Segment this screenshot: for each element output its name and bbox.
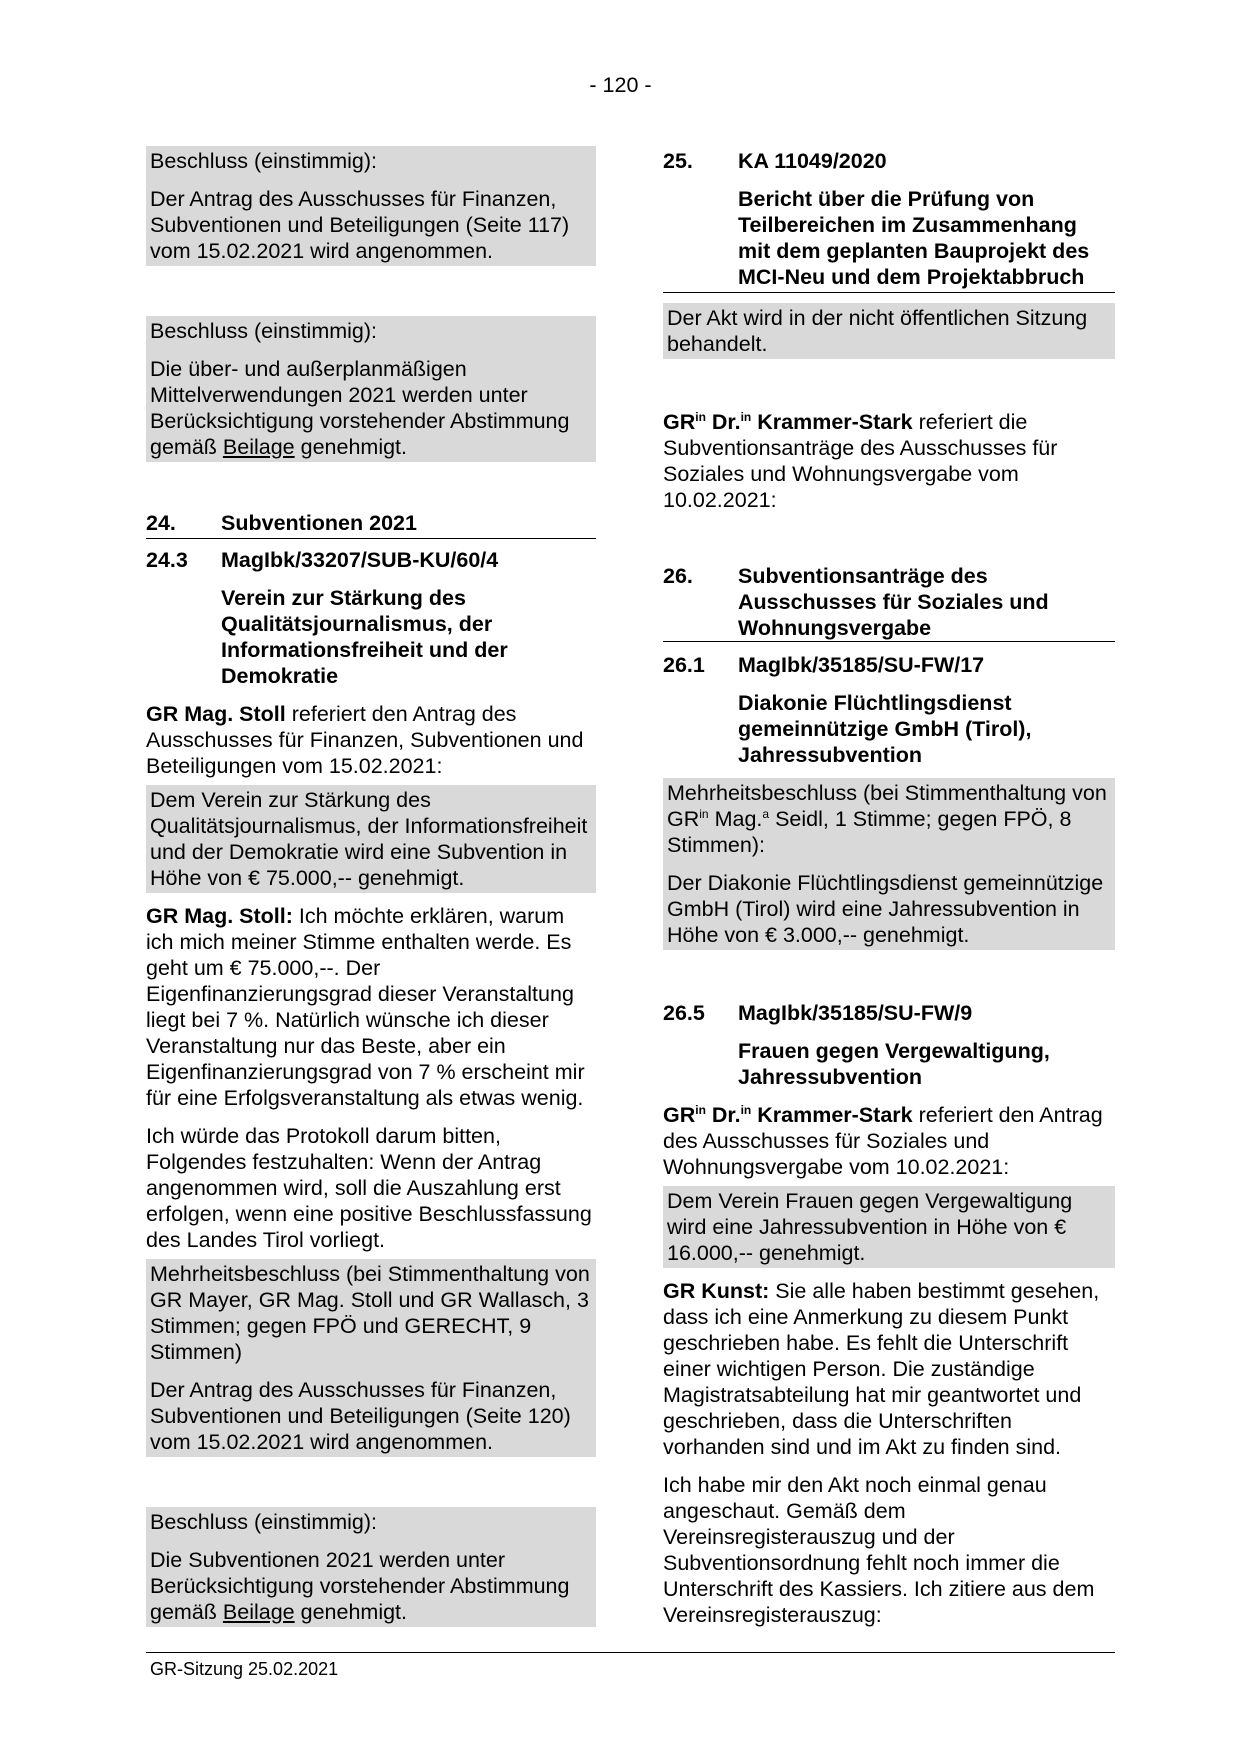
right-column bbox=[663, 146, 1115, 1628]
resolution-box bbox=[663, 778, 1115, 950]
footer-text: GR-Sitzung 25.02.2021 bbox=[150, 1659, 339, 1679]
resolution-title: Beschluss (einstimmig): bbox=[150, 149, 377, 173]
item-heading: 26.1 MagIbk/35185/SU-FW/17 bbox=[663, 653, 985, 677]
item-code: MagIbk/35185/SU-FW/9 bbox=[738, 1001, 973, 1025]
item-heading: 26.5 MagIbk/35185/SU-FW/9 bbox=[663, 1001, 973, 1025]
item-heading: 24.3 MagIbk/33207/SUB-KU/60/4 bbox=[146, 548, 499, 572]
resolution-title: Beschluss (einstimmig): bbox=[150, 1510, 377, 1534]
resolution-text: Die über- und außerplanmäßigen Mittelverwendungen 2021 werden unter Berücksichtigung vorstehender Abstimmung gemäß Beilage genehmigt. bbox=[150, 357, 570, 459]
speech-paragraph: Ich habe mir den Akt noch einmal genau angeschaut. Gemäß dem Vereinsregisterauszug und der Subventionsordnung fehlt noch immer die Unterschrift des Kassiers. Ich zitiere aus dem Vereinsregisterauszug: bbox=[663, 1473, 1095, 1627]
resolution-box bbox=[146, 316, 596, 462]
beilage-link[interactable]: Beilage bbox=[222, 435, 295, 459]
resolution-box bbox=[146, 1507, 596, 1627]
speaker-name: $GR^{in}$ Dr.$^{in}$ Krammer-Stark bbox=[663, 1103, 913, 1127]
resolution-text: Der Antrag des Ausschusses für Finanzen, Subventionen und Beteiligungen (Seite 120) vom 15.02.2021 wird angenommen. bbox=[150, 1378, 571, 1454]
speech-paragraph: Ich würde das Protokoll darum bitten, Folgendes festzuhalten: Wenn der Antrag angenommen wird, soll die Auszahlung erst erfolgen, wenn eine positive Beschlussfassung des Landes Tirol vorliegt. bbox=[146, 1124, 592, 1252]
page-number: - 120 - bbox=[589, 73, 652, 97]
speech-paragraph: GR Mag. Stoll: Ich möchte erklären, warum ich mich meiner Stimme enthalten werde. Es geht um € 75.000,--. Der Eigenfinanzierungsgrad dieser Veranstaltung liegt bei 7 %. Natürlich wünsche ich dieser Veranstaltung nur das Beste, aber ein Eigenfinanzierungsgrad von 7 % erscheint mir für eine Erfolgsveranstaltung als etwas wenig. bbox=[146, 904, 585, 1110]
item-heading: 25. KA 11049/2020 bbox=[663, 149, 887, 173]
item-subtitle: Diakonie Flüchtlingsdienst gemeinnützige GmbH (Tirol), Jahressubvention bbox=[738, 691, 1032, 767]
beilage-link[interactable]: Beilage bbox=[222, 1600, 295, 1624]
report-paragraph: GR Mag. Stoll referiert den Antrag des Ausschusses für Finanzen, Subventionen und Beteiligungen vom 15.02.2021: bbox=[146, 702, 584, 778]
report-paragraph: $GR^{in}$ Dr.$^{in}$ Krammer-Stark referiert den Antrag des Ausschusses für Soziales und Wohnungsvergabe vom 10.02.2021: bbox=[663, 1103, 1103, 1179]
motion-box: Dem Verein zur Stärkung des Qualitätsjournalismus, der Informationsfreiheit und der Demokratie wird eine Subvention in Höhe von € 75.000,-- genehmigt. bbox=[146, 785, 596, 893]
section-heading: 24. Subventionen 2021 bbox=[146, 510, 596, 539]
left-column bbox=[146, 146, 596, 1627]
report-paragraph: $GR^{in}$ Dr.$^{in}$ Krammer-Stark referiert die Subventionsanträge des Ausschusses für Soziales und Wohnungsvergabe vom 10.02.2021: bbox=[663, 410, 1058, 512]
item-subtitle-block bbox=[663, 186, 1115, 293]
resolution-box bbox=[146, 146, 596, 266]
footer-divider bbox=[146, 1652, 1115, 1653]
item-subtitle: Verein zur Stärkung des Qualitätsjournalismus, der Informationsfreiheit und der Demokratie bbox=[221, 586, 508, 688]
item-code: KA 11049/2020 bbox=[738, 149, 887, 173]
speaker-name: GR Mag. Stoll: bbox=[146, 904, 293, 928]
resolution-title: Mehrheitsbeschluss (bei Stimmenthaltung von GR Mayer, GR Mag. Stoll und GR Wallasch, 3 Stimmen; gegen FPÖ und GERECHT, 9 Stimmen) bbox=[150, 1262, 590, 1364]
info-box: Der Akt wird in der nicht öffentlichen Sitzung behandelt. bbox=[663, 303, 1115, 359]
item-subtitle: Frauen gegen Vergewaltigung, Jahressubvention bbox=[738, 1039, 1050, 1089]
speech-paragraph: GR Kunst: Sie alle haben bestimmt gesehen, dass ich eine Anmerkung zu diesem Punkt geschrieben habe. Es fehlt die Unterschrift einer wichtigen Person. Die zuständige Magistratsabteilung hat mir geantwortet und geschrieben, dass die Unterschriften vorhanden sind und im Akt zu finden sind. bbox=[663, 1279, 1100, 1459]
speaker-name: GR Mag. Stoll bbox=[146, 702, 286, 726]
resolution-text: Die Subventionen 2021 werden unter Berücksichtigung vorstehender Abstimmung gemäß Beilage genehmigt. bbox=[150, 1548, 570, 1624]
speaker-name: GR Kunst: bbox=[663, 1279, 770, 1303]
item-code: MagIbk/33207/SUB-KU/60/4 bbox=[221, 548, 499, 572]
resolution-text: Der Diakonie Flüchtlingsdienst gemeinnützige GmbH (Tirol) wird eine Jahressubvention in Höhe von € 3.000,-- genehmigt. bbox=[667, 871, 1104, 947]
resolution-box bbox=[146, 1259, 596, 1457]
motion-box: Dem Verein Frauen gegen Vergewaltigung wird eine Jahressubvention in Höhe von € 16.000,-- genehmigt. bbox=[663, 1186, 1115, 1268]
item-code: MagIbk/35185/SU-FW/17 bbox=[738, 653, 985, 677]
item-subtitle: Bericht über die Prüfung von Teilbereichen im Zusammenhang mit dem geplanten Bauprojekt des MCI-Neu und dem Projektabbruch bbox=[738, 187, 1090, 289]
speaker-name: $GR^{in}$ Dr.$^{in}$ Krammer-Stark bbox=[663, 410, 913, 434]
resolution-text: Der Antrag des Ausschusses für Finanzen, Subventionen und Beteiligungen (Seite 117) vom 15.02.2021 wird angenommen. bbox=[150, 187, 570, 263]
section-heading: 26. Subventionsanträge des Ausschusses für Soziales und Wohnungsvergabe bbox=[663, 564, 1049, 640]
resolution-title: Mehrheitsbeschluss (bei Stimmenthaltung von $GR^{in}$ Mag.$^a$ Seidl, 1 Stimme; gegen FPÖ, 8 Stimmen): bbox=[667, 781, 1107, 857]
resolution-title: Beschluss (einstimmig): bbox=[150, 319, 377, 343]
